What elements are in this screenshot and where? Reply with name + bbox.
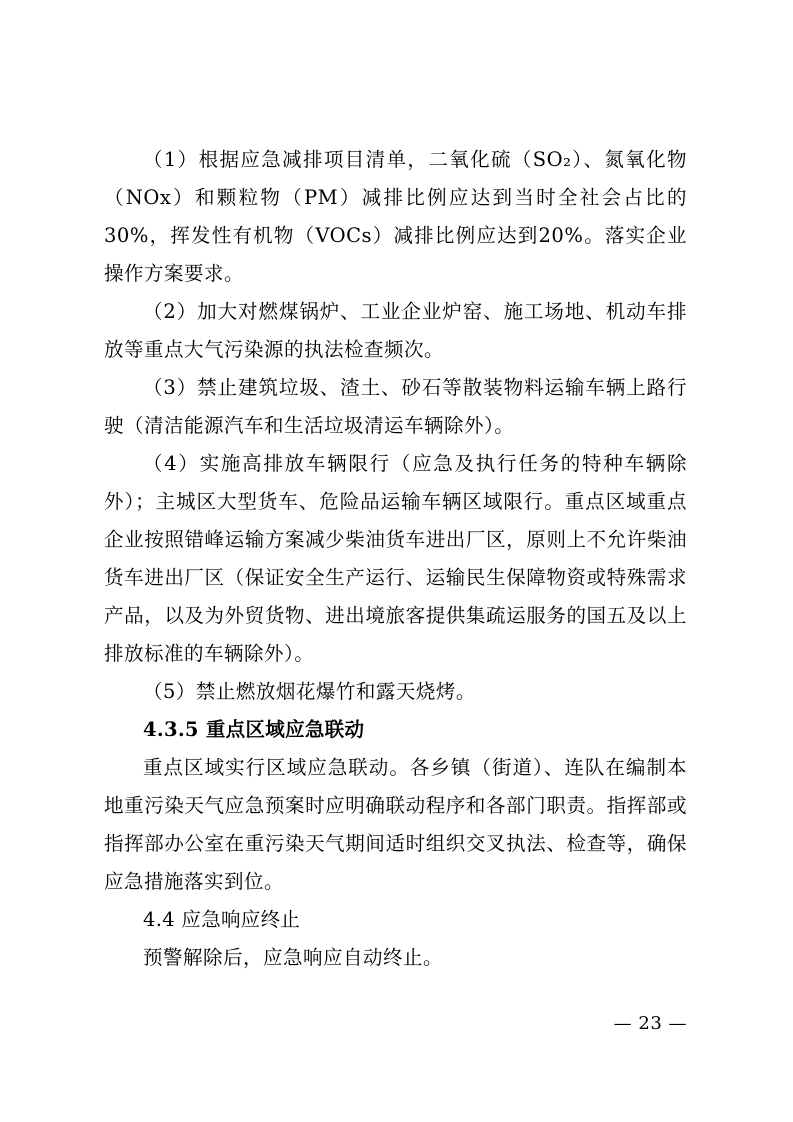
paragraph-item-3: （3）禁止建筑垃圾、渣土、砂石等散装物料运输车辆上路行驶（清洁能源汽车和生活垃圾清运车辆除外）。 [104, 376, 687, 437]
paragraph-item-5: （5）禁止燃放烟花爆竹和露天烧烤。 [143, 680, 476, 703]
section-heading-4-4: 4.4 应急响应终止 [143, 908, 301, 931]
paragraph-item-1: （1）根据应急减排项目清单，二氧化硫（SO₂）、氮氧化物（NOx）和颗粒物（PM）减排比例应达到当时全社会占比的30%，挥发性有机物（VOCs）减排比例应达到20%。落实企业操作方案要求。 [104, 148, 687, 285]
page-number: — 23 — [613, 1013, 687, 1034]
paragraph-item-2: （2）加大对燃煤锅炉、工业企业炉窑、施工场地、机动车排放等重点大气污染源的执法检查频次。 [104, 300, 687, 361]
paragraph-item-4: （4）实施高排放车辆限行（应急及执行任务的特种车辆除外）；主城区大型货车、危险品运输车辆区域限行。重点区域重点企业按照错峰运输方案减少柴油货车进出厂区，原则上不允许柴油货车进出厂区（保证安全生产运行、运输民生保障物资或特殊需求产品，以及为外贸货物、进出境旅客提供集疏运服务的国五及以上排放标准的车辆除外）。 [104, 452, 687, 665]
paragraph-response-termination: 预警解除后，应急响应自动终止。 [143, 946, 444, 969]
page-body [104, 141, 687, 977]
paragraph-regional-linkage: 重点区域实行区域应急联动。各乡镇（街道）、连队在编制本地重污染天气应急预案时应明确联动程序和各部门职责。指挥部或指挥部办公室在重污染天气期间适时组织交叉执法、检查等，确保应急措施落实到位。 [104, 756, 687, 893]
section-heading-4-3-5: 4.3.5 重点区域应急联动 [143, 718, 365, 741]
